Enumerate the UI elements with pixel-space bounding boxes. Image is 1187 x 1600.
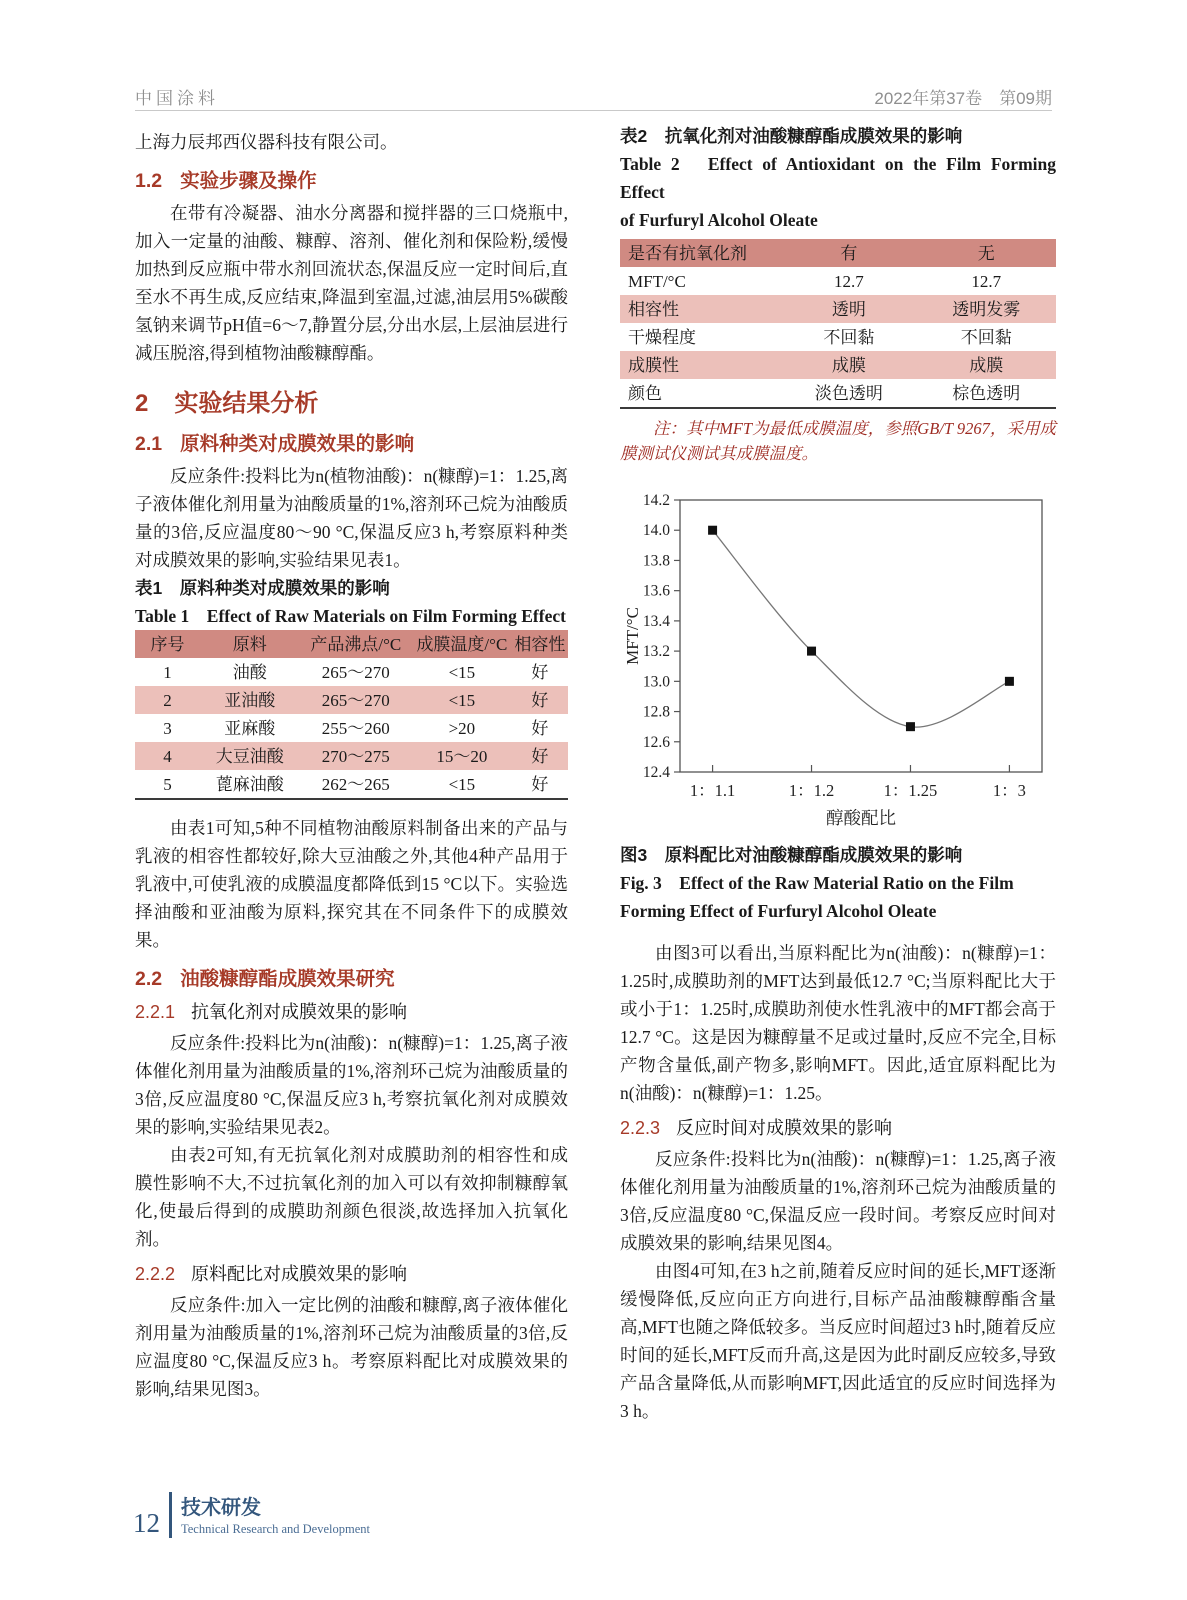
table-cell: 亚麻酸 [224, 718, 276, 738]
table-cell: 成膜温度/°C [412, 630, 512, 658]
section-2-2-2-heading: 2.2.2 原料配比对成膜效果的影响 [135, 1264, 408, 1284]
paragraph-conditions-2: 反应条件:投料比为n(油酸)：n(糠醇)=1：1.25,离子液体催化剂用量为油酸质量的1%,溶剂环己烷为油酸质量的3倍,反应温度80 °C,保温反应3 h,考察抗氧化剂对成膜效果的影响,实验结果见表2。 [135, 1033, 568, 1137]
table-cell: 2 [135, 686, 200, 714]
paragraph-conditions-3: 反应条件:加入一定比例的油酸和糠醇,离子液体催化剂用量为油酸质量的1%,溶剂环己烷为油酸质量的3倍,反应温度80 °C,保温反应3 h。考察原料配比对成膜效果的影响,结果见图3。 [135, 1295, 568, 1399]
table-cell: 265～270 [300, 686, 413, 714]
svg-text:13.4: 13.4 [642, 612, 670, 630]
table-cell: 不回黏 [823, 327, 875, 347]
table-header-row [620, 239, 1056, 267]
table-row [620, 295, 1056, 323]
table-cell: 好 [512, 686, 568, 714]
table-cell: 亚油酸 [200, 686, 300, 714]
paragraph-fig3-discussion: 由图3可以看出,当原料配比为n(油酸)：n(糠醇)=1：1.25时,成膜助剂的MFT达到最低12.7 °C;当原料配比大于或小于1：1.25时,成膜助剂使水性乳液中的MFT都会高于12.7 °C。这是因为糠醇量不足或过量时,反应不完全,目标产物含量低,副产物多,影响MFT。因此,适宜原料配比为n(油酸)：n(糠醇)=1：1.25。 [620, 943, 1056, 1103]
table-cell: 3 [163, 718, 172, 738]
table-cell: 好 [531, 718, 549, 738]
left-column [135, 128, 568, 1403]
table-row [135, 686, 568, 714]
mft-ratio-line-chart [620, 484, 1056, 836]
table-header-row [135, 630, 568, 658]
table-cell: 成膜性 [620, 351, 781, 379]
svg-text:12.6: 12.6 [642, 733, 670, 751]
page-number: 12 [133, 1508, 160, 1538]
table2-caption-en-line2: of Furfuryl Alcohol Oleate [620, 210, 818, 230]
table-cell: 1 [163, 662, 172, 682]
issue-info: 2022年第37卷 第09期 [874, 89, 1052, 108]
svg-text:13.8: 13.8 [642, 552, 670, 570]
figure3-chart [620, 484, 1056, 841]
table-cell: 265～270 [321, 662, 390, 682]
table-cell: 255～260 [321, 718, 390, 738]
svg-text:1：1.25: 1：1.25 [883, 781, 938, 800]
svg-text:13.6: 13.6 [642, 582, 670, 600]
table-row [620, 267, 1056, 295]
table-row [135, 658, 568, 686]
table-cell: 油酸 [232, 662, 267, 682]
footer-section-cn: 技术研发 [181, 1497, 261, 1519]
table2-note: 注：其中MFT为最低成膜温度，参照GB/T 9267，采用成膜测试仪测试其成膜温度。 [620, 419, 1056, 463]
table-cell: <15 [448, 774, 476, 794]
section-2-1-heading: 2.1 原料种类对成膜效果的影响 [135, 433, 415, 455]
section-2-2-1-heading: 2.2.1 抗氧化剂对成膜效果的影响 [135, 1002, 408, 1022]
table-cell: 262～265 [321, 774, 390, 794]
table-row [135, 742, 568, 770]
footer-section [181, 1496, 370, 1538]
table1-caption-cn: 表1 原料种类对成膜效果的影响 [135, 578, 390, 598]
svg-text:14.0: 14.0 [642, 522, 670, 540]
table-cell: 大豆油酸 [200, 742, 300, 770]
page-footer [133, 1492, 370, 1538]
section-2-2-3-heading: 2.2.3 反应时间对成膜效果的影响 [620, 1118, 893, 1138]
table-cell: 270～275 [300, 742, 413, 770]
table1 [135, 630, 568, 800]
table-cell: 原料 [200, 630, 300, 658]
table-cell: 好 [531, 662, 549, 682]
table-cell: >20 [448, 718, 476, 738]
table-row [620, 351, 1056, 379]
svg-text:1：1.2: 1：1.2 [788, 781, 835, 800]
table-cell: 15～20 [412, 742, 512, 770]
table-cell: 相容性 [620, 295, 781, 323]
table-cell: 成膜 [916, 351, 1056, 379]
table-cell: <15 [412, 686, 512, 714]
paragraph-table2-discussion: 由表2可知,有无抗氧化剂对成膜助剂的相容性和成膜性影响不大,不过抗氧化剂的加入可以有效抑制糠醇氧化,使最后得到的成膜助剂颜色很淡,故选择加入抗氧化剂。 [135, 1145, 568, 1249]
figure3-caption-cn: 图3 原料配比对油酸糠醇酯成膜效果的影响 [620, 845, 963, 865]
svg-text:1：3: 1：3 [992, 781, 1026, 800]
table-cell: 相容性 [512, 630, 568, 658]
paragraph-procedure: 在带有冷凝器、油水分离器和搅拌器的三口烧瓶中,加入一定量的油酸、糠醇、溶剂、催化剂和保险粉,缓慢加热到反应瓶中带水剂回流状态,保温反应一定时间后,直至水不再生成,反应结束,降温到室温,过滤,油层用5%碳酸氢钠来调节pH值=6～7,静置分层,分出水层,上层油层进行减压脱溶,得到植物油酸糠醇酯。 [135, 203, 568, 363]
paragraph-conditions-4: 反应条件:投料比为n(油酸)：n(糠醇)=1：1.25,离子液体催化剂用量为油酸质量的1%,溶剂环己烷为油酸质量的3倍,反应温度80 °C,保温反应一段时间。考察反应时间对成膜效果的影响,结果见图4。 [620, 1149, 1056, 1253]
table-cell: 序号 [135, 630, 200, 658]
table-cell: 干燥程度 [628, 327, 696, 347]
table-cell: MFT/°C [628, 271, 686, 291]
table-cell: 是否有抗氧化剂 [620, 239, 781, 267]
table-cell: 有 [781, 239, 916, 267]
section-2-2-heading: 2.2 油酸糠醇酯成膜效果研究 [135, 968, 395, 990]
footer-section-en: Technical Research and Development [181, 1522, 370, 1536]
table1-caption-en: Table 1 Effect of Raw Materials on Film Forming Effect [135, 606, 566, 626]
figure3-caption-en-line1: Fig. 3 Effect of the Raw Material Ratio on the Film [620, 873, 1014, 893]
svg-text:12.4: 12.4 [642, 764, 670, 781]
svg-text:12.8: 12.8 [642, 703, 670, 721]
table-cell: 无 [916, 239, 1056, 267]
section-1-2-heading: 1.2 实验步骤及操作 [135, 170, 317, 192]
right-column [620, 122, 1056, 1425]
table-cell: 棕色透明 [952, 383, 1021, 403]
table-cell: 不回黏 [960, 327, 1012, 347]
table-row [135, 714, 568, 742]
table-cell: 成膜 [781, 351, 916, 379]
table-cell: <15 [448, 662, 476, 682]
figure3-caption-en-line2: Forming Effect of Furfuryl Alcohol Oleate [620, 901, 937, 921]
svg-text:1：1.1: 1：1.1 [689, 781, 736, 800]
table-cell: 12.7 [971, 271, 1002, 291]
table-cell: 5 [163, 774, 172, 794]
journal-name: 中国涂料 [135, 89, 219, 108]
paragraph-fig4-discussion: 由图4可知,在3 h之前,随着反应时间的延长,MFT逐渐缓慢降低,反应向正方向进行,目标产品油酸糠醇酯含量高,MFT也随之降低较多。当反应时间超过3 h时,随着反应时间的延长,MFT反而升高,这是因为此时副反应较多,导致产品含量降低,从而影响MFT,因此适宜的反应时间选择为3 h。 [620, 1261, 1056, 1421]
table2-caption-cn: 表2 抗氧化剂对油酸糠醇酯成膜效果的影响 [620, 126, 963, 146]
table-cell: 4 [135, 742, 200, 770]
table-cell: 产品沸点/°C [300, 630, 413, 658]
section-2-heading: 2 实验结果分析 [135, 390, 319, 417]
footer-divider [169, 1492, 172, 1538]
table-cell: 颜色 [628, 383, 662, 403]
svg-text:MFT/°C: MFT/°C [623, 607, 642, 665]
table-row [620, 323, 1056, 351]
table-cell: 12.7 [834, 271, 864, 291]
table2 [620, 239, 1056, 409]
table-cell: 蓖麻油酸 [215, 774, 284, 794]
table-row [135, 770, 568, 799]
table2-caption-en-line1: Table 2 Effect of Antioxidant on the Film Forming Effect [620, 154, 1056, 202]
paragraph-table1-discussion: 由表1可知,5种不同植物油酸原料制备出来的产品与乳液的相容性都较好,除大豆油酸之外,其他4种产品用于乳液中,可使乳液的成膜温度都降低到15 °C以下。实验选择油酸和亚油酸为原料,探究其在不同条件下的成膜效果。 [135, 818, 568, 950]
table-cell: 淡色透明 [814, 383, 883, 403]
table-cell: 透明发雾 [916, 295, 1056, 323]
table-cell: 好 [531, 774, 549, 794]
svg-text:13.2: 13.2 [642, 643, 670, 661]
page-header [135, 84, 1052, 111]
svg-text:14.2: 14.2 [642, 492, 670, 509]
paragraph-intro-tail: 上海力辰邦西仪器科技有限公司。 [135, 132, 398, 152]
paragraph-conditions-1: 反应条件:投料比为n(植物油酸)：n(糠醇)=1：1.25,离子液体催化剂用量为油酸质量的1%,溶剂环己烷为油酸质量的3倍,反应温度80～90 °C,保温反应3 h,考察原料种类对成膜效果的影响,实验结果见表1。 [135, 466, 568, 570]
table-cell: 好 [512, 742, 568, 770]
table-row [620, 379, 1056, 408]
table-cell: 透明 [781, 295, 916, 323]
svg-text:醇酸配比: 醇酸配比 [826, 808, 896, 828]
svg-text:13.0: 13.0 [642, 673, 670, 691]
